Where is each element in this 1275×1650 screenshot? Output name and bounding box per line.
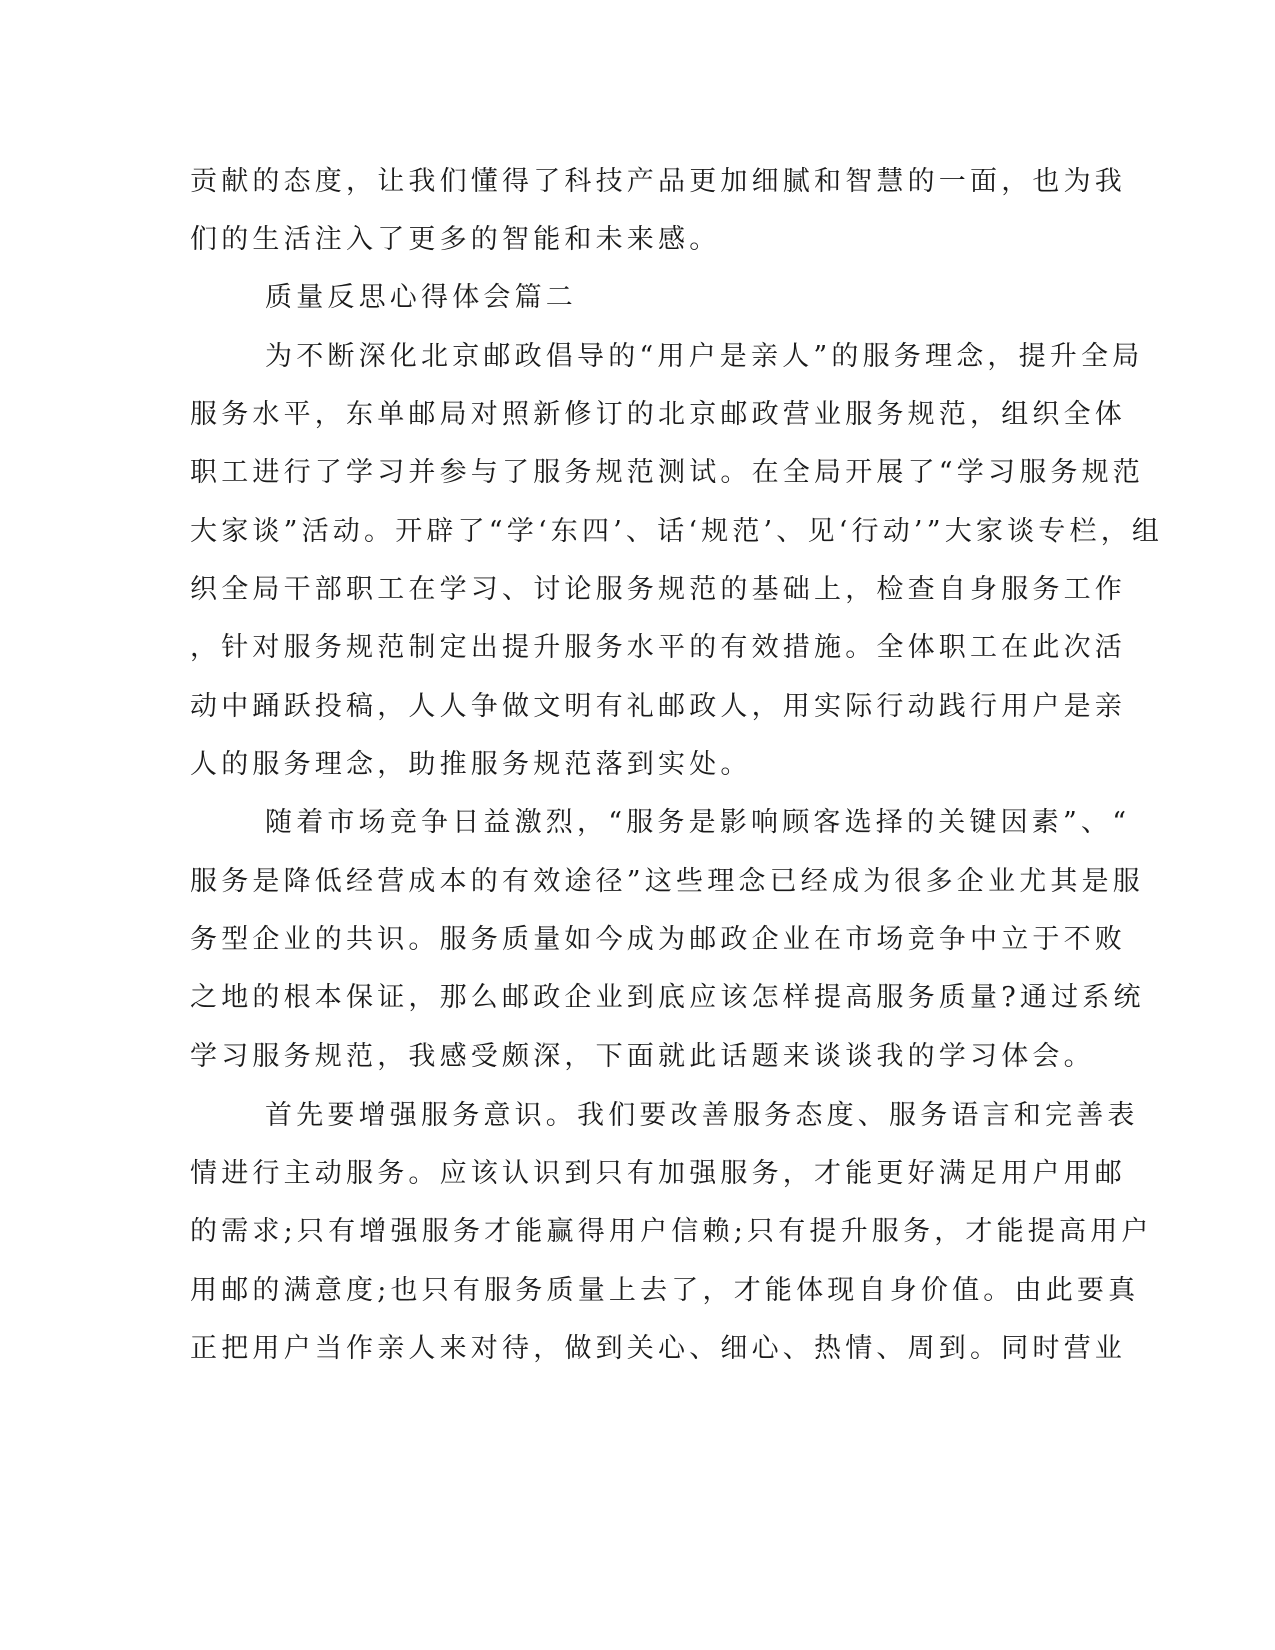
text-line: 大家谈”活动。开辟了“学‘东四’、话‘规范’、见‘行动’”大家谈专栏，组 <box>190 516 1164 547</box>
text-line: 正把用户当作亲人来对待，做到关心、细心、热情、周到。同时营业 <box>190 1333 1126 1364</box>
section-heading: 质量反思心得体会篇二 <box>265 282 577 313</box>
text-line: 服务是降低经营成本的有效途径”这些理念已经成为很多企业尤其是服 <box>190 866 1145 897</box>
text-line: 情进行主动服务。应该认识到只有加强服务，才能更好满足用户用邮 <box>190 1158 1126 1189</box>
text-line: 学习服务规范，我感受颇深，下面就此话题来谈谈我的学习体会。 <box>190 1041 1095 1072</box>
text-line: 贡献的态度，让我们懂得了科技产品更加细腻和智慧的一面，也为我 <box>190 166 1126 197</box>
text-line: 服务水平，东单邮局对照新修订的北京邮政营业服务规范，组织全体 <box>190 399 1126 430</box>
text-line: 务型企业的共识。服务质量如今成为邮政企业在市场竞争中立于不败 <box>190 924 1126 955</box>
text-line: 的需求;只有增强服务才能赢得用户信赖;只有提升服务，才能提高用户 <box>190 1216 1153 1247</box>
text-line: 们的生活注入了更多的智能和未来感。 <box>190 224 721 255</box>
text-line: 职工进行了学习并参与了服务规范测试。在全局开展了“学习服务规范 <box>190 457 1145 488</box>
text-line: 人的服务理念，助推服务规范落到实处。 <box>190 749 752 780</box>
text-line: 织全局干部职工在学习、讨论服务规范的基础上，检查自身服务工作 <box>190 574 1126 605</box>
text-line: 之地的根本保证，那么邮政企业到底应该怎样提高服务质量?通过系统 <box>190 982 1145 1013</box>
text-line: 用邮的满意度;也只有服务质量上去了，才能体现自身价值。由此要真 <box>190 1275 1140 1306</box>
text-line: ，针对服务规范制定出提升服务水平的有效措施。全体职工在此次活 <box>190 632 1126 663</box>
text-line: 随着市场竞争日益激烈，“服务是影响顾客选择的关键因素”、“ <box>265 807 1131 838</box>
text-line: 动中踊跃投稿，人人争做文明有礼邮政人，用实际行动践行用户是亲 <box>190 691 1126 722</box>
text-line: 首先要增强服务意识。我们要改善服务态度、服务语言和完善表 <box>265 1100 1139 1131</box>
text-line: 为不断深化北京邮政倡导的“用户是亲人”的服务理念，提升全局 <box>265 341 1144 372</box>
